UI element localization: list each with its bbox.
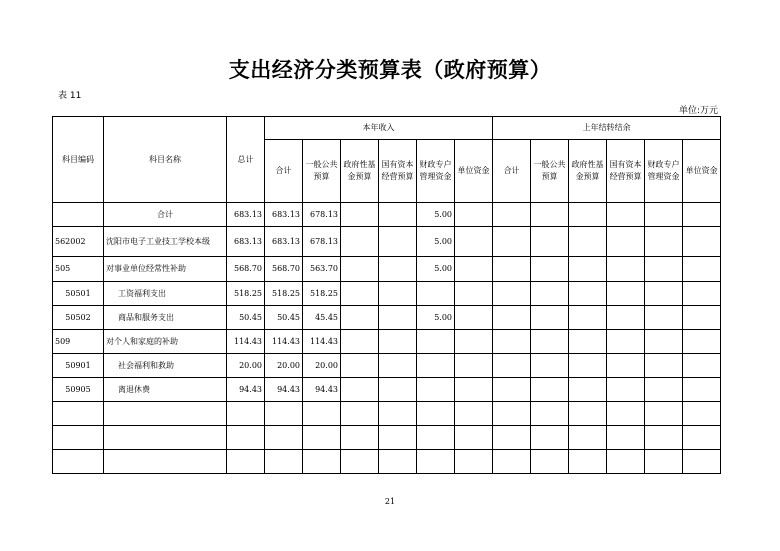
header-current-income: 本年收入 (265, 117, 493, 140)
unit-label: 单位:万元 (678, 106, 718, 116)
cell-co-fund (569, 330, 607, 354)
cell-co-fund (569, 257, 607, 282)
cell-inc-unit-funds (455, 257, 493, 282)
cell-name: 对事业单位经常性补助 (104, 257, 227, 282)
cell-co-unit-funds (683, 330, 721, 354)
cell-co-special (645, 354, 683, 378)
header-co-special: 财政专户管理资金 (645, 140, 683, 203)
cell-inc-total: 20.00 (265, 354, 303, 378)
page-title: 支出经济分类预算表（政府预算） (228, 58, 552, 82)
header-co-unit-funds: 单位资金 (683, 140, 721, 203)
cell-co-fund (569, 227, 607, 257)
cell-co-general (531, 257, 569, 282)
cell-co-unit-funds (683, 306, 721, 330)
empty-row (53, 426, 721, 450)
cell-inc-fund (341, 203, 379, 227)
cell-co-fund (569, 306, 607, 330)
cell-code: 50501 (53, 282, 104, 306)
header-co-fund: 政府性基金预算 (569, 140, 607, 203)
cell-inc-total: 114.43 (265, 330, 303, 354)
cell-co-state-capital (607, 282, 645, 306)
cell-inc-fund (341, 227, 379, 257)
table-row (53, 203, 721, 227)
cell-co-special (645, 330, 683, 354)
cell-co-general (531, 227, 569, 257)
cell-inc-state-capital (379, 378, 417, 402)
table-row (53, 330, 721, 354)
cell-co-unit-funds (683, 203, 721, 227)
cell-co-total (493, 330, 531, 354)
cell-inc-special: 5.00 (417, 203, 455, 227)
cell-inc-state-capital (379, 306, 417, 330)
cell-co-special (645, 257, 683, 282)
cell-code: 50502 (53, 306, 104, 330)
cell-co-total (493, 378, 531, 402)
cell-co-special (645, 282, 683, 306)
cell-inc-state-capital (379, 203, 417, 227)
cell-total: 683.13 (227, 227, 265, 257)
cell-inc-unit-funds (455, 378, 493, 402)
cell-inc-general: 678.13 (303, 227, 341, 257)
cell-co-fund (569, 282, 607, 306)
cell-co-general (531, 203, 569, 227)
cell-inc-state-capital (379, 354, 417, 378)
cell-inc-fund (341, 257, 379, 282)
cell-co-state-capital (607, 354, 645, 378)
cell-total: 50.45 (227, 306, 265, 330)
cell-name: 社会福利和救助 (104, 354, 227, 378)
cell-co-special (645, 227, 683, 257)
cell-total: 518.25 (227, 282, 265, 306)
cell-inc-special (417, 282, 455, 306)
cell-name: 对个人和家庭的补助 (104, 330, 227, 354)
cell-inc-state-capital (379, 282, 417, 306)
cell-inc-unit-funds (455, 282, 493, 306)
cell-total: 683.13 (227, 203, 265, 227)
cell-inc-general: 678.13 (303, 203, 341, 227)
cell-co-special (645, 306, 683, 330)
cell-inc-general: 114.43 (303, 330, 341, 354)
table-row (53, 282, 721, 306)
cell-name: 工资福利支出 (104, 282, 227, 306)
cell-inc-fund (341, 306, 379, 330)
cell-inc-fund (341, 282, 379, 306)
cell-inc-general: 20.00 (303, 354, 341, 378)
header-inc-general: 一般公共预算 (303, 140, 341, 203)
cell-co-unit-funds (683, 378, 721, 402)
cell-co-total (493, 227, 531, 257)
cell-co-general (531, 354, 569, 378)
header-co-state-capital: 国有资本经营预算 (607, 140, 645, 203)
cell-co-fund (569, 378, 607, 402)
cell-inc-state-capital (379, 227, 417, 257)
cell-inc-total: 50.45 (265, 306, 303, 330)
header-co-general: 一般公共预算 (531, 140, 569, 203)
cell-co-unit-funds (683, 354, 721, 378)
cell-co-total (493, 306, 531, 330)
table-row (53, 378, 721, 402)
cell-code: 50905 (53, 378, 104, 402)
cell-code: 562002 (53, 227, 104, 257)
cell-inc-special: 5.00 (417, 227, 455, 257)
cell-co-total (493, 282, 531, 306)
cell-inc-total: 518.25 (265, 282, 303, 306)
cell-inc-unit-funds (455, 354, 493, 378)
cell-co-state-capital (607, 378, 645, 402)
cell-inc-total: 683.13 (265, 227, 303, 257)
cell-inc-total: 568.70 (265, 257, 303, 282)
budget-table (52, 116, 721, 474)
cell-co-special (645, 203, 683, 227)
cell-co-state-capital (607, 203, 645, 227)
cell-inc-state-capital (379, 330, 417, 354)
header-inc-special: 财政专户管理资金 (417, 140, 455, 203)
page-number: 21 (384, 497, 396, 506)
header-inc-unit-funds: 单位资金 (455, 140, 493, 203)
cell-co-fund (569, 354, 607, 378)
cell-inc-general: 518.25 (303, 282, 341, 306)
cell-co-total (493, 257, 531, 282)
cell-inc-special: 5.00 (417, 257, 455, 282)
cell-code: 509 (53, 330, 104, 354)
cell-inc-general: 45.45 (303, 306, 341, 330)
cell-inc-fund (341, 354, 379, 378)
cell-inc-general: 563.70 (303, 257, 341, 282)
cell-inc-unit-funds (455, 306, 493, 330)
cell-inc-fund (341, 378, 379, 402)
empty-row (53, 450, 721, 474)
header-name: 科目名称 (104, 117, 227, 203)
cell-inc-unit-funds (455, 330, 493, 354)
cell-inc-special (417, 354, 455, 378)
cell-inc-total: 94.43 (265, 378, 303, 402)
cell-code: 50901 (53, 354, 104, 378)
header-co-total: 合计 (493, 140, 531, 203)
header-total: 总计 (227, 117, 265, 203)
cell-co-general (531, 306, 569, 330)
cell-name: 合计 (104, 203, 227, 227)
header-inc-total: 合计 (265, 140, 303, 203)
table-row (53, 306, 721, 330)
cell-inc-general: 94.43 (303, 378, 341, 402)
cell-co-state-capital (607, 227, 645, 257)
cell-inc-state-capital (379, 257, 417, 282)
cell-co-state-capital (607, 257, 645, 282)
header-inc-state-capital: 国有资本经营预算 (379, 140, 417, 203)
cell-co-special (645, 378, 683, 402)
cell-co-general (531, 330, 569, 354)
cell-co-fund (569, 203, 607, 227)
cell-total: 114.43 (227, 330, 265, 354)
cell-inc-special (417, 330, 455, 354)
cell-inc-unit-funds (455, 227, 493, 257)
cell-inc-unit-funds (455, 203, 493, 227)
cell-inc-special (417, 378, 455, 402)
cell-co-general (531, 282, 569, 306)
cell-co-unit-funds (683, 282, 721, 306)
cell-total: 94.43 (227, 378, 265, 402)
cell-name: 离退休费 (104, 378, 227, 402)
table-row (53, 354, 721, 378)
cell-co-unit-funds (683, 257, 721, 282)
cell-inc-total: 683.13 (265, 203, 303, 227)
table-row (53, 227, 721, 257)
cell-inc-fund (341, 330, 379, 354)
table-number: 表 11 (58, 91, 82, 101)
cell-total: 20.00 (227, 354, 265, 378)
cell-co-unit-funds (683, 227, 721, 257)
cell-co-state-capital (607, 330, 645, 354)
empty-row (53, 402, 721, 426)
cell-co-total (493, 354, 531, 378)
header-inc-fund: 政府性基金预算 (341, 140, 379, 203)
cell-name: 沈阳市电子工业技工学校本级 (104, 227, 227, 257)
table-row (53, 257, 721, 282)
cell-code: 505 (53, 257, 104, 282)
cell-co-total (493, 203, 531, 227)
cell-inc-special: 5.00 (417, 306, 455, 330)
cell-code (53, 203, 104, 227)
cell-name: 商品和服务支出 (104, 306, 227, 330)
cell-co-general (531, 378, 569, 402)
header-carryover: 上年结转结余 (493, 117, 721, 140)
header-code: 科目编码 (53, 117, 104, 203)
cell-total: 568.70 (227, 257, 265, 282)
cell-co-state-capital (607, 306, 645, 330)
